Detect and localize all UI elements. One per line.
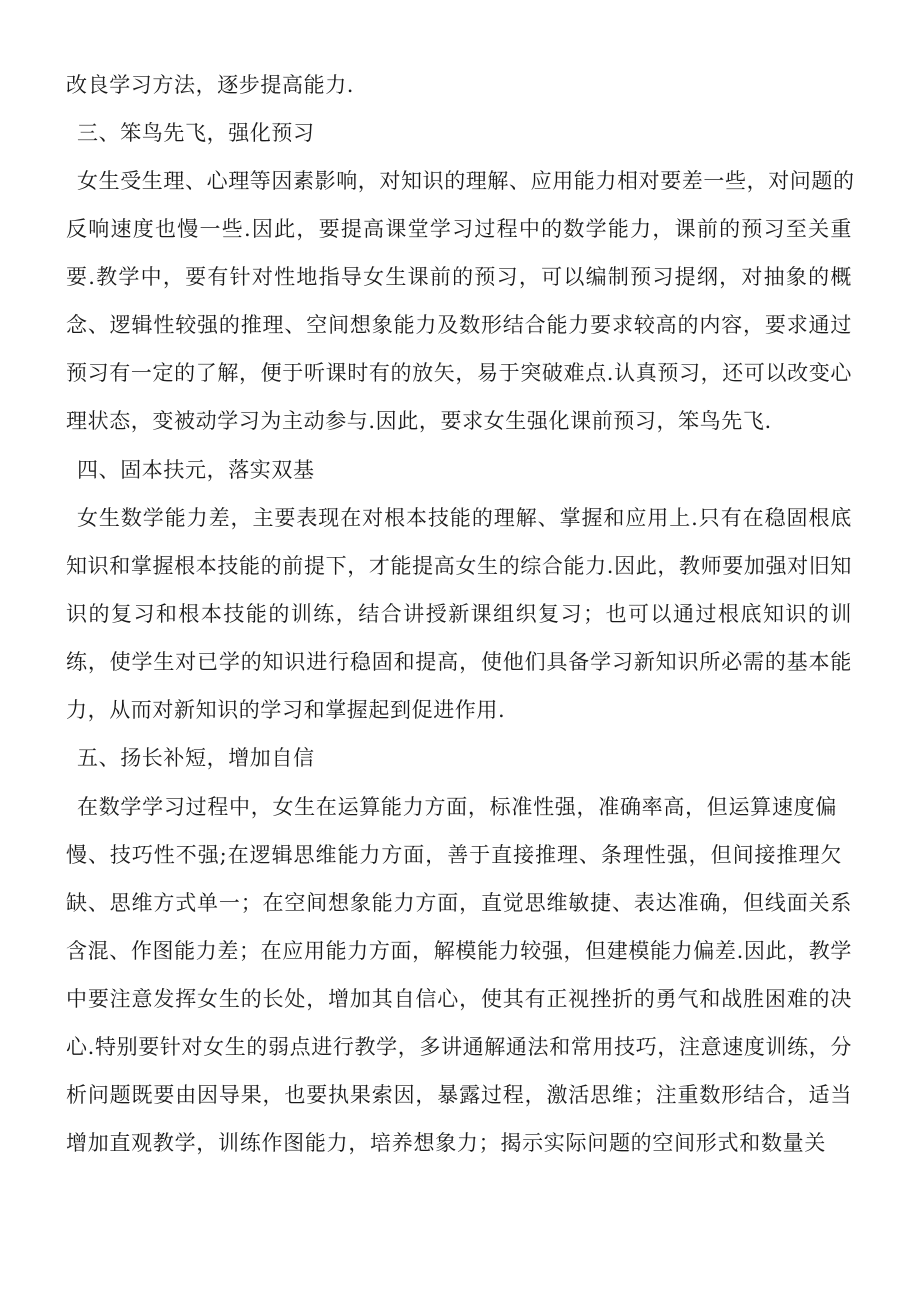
paragraph-line: 含混、作图能力差；在应用能力方面，解模能力较强，但建模能力偏差.因此，教学 <box>66 939 852 963</box>
paragraph-line: 析问题既要由因导果，也要执果索因，暴露过程，激活思维；注重数形结合，适当 <box>66 1083 852 1107</box>
paragraph-line: 识的复习和根本技能的训练，结合讲授新课组织复习；也可以通过根底知识的训 <box>66 602 852 626</box>
paragraph-line: 反响速度也慢一些.因此，要提高课堂学习过程中的数学能力，课前的预习至关重 <box>66 217 852 241</box>
paragraph-line: 改良学习方法，逐步提高能力. <box>66 73 355 97</box>
paragraph-line: 念、逻辑性较强的推理、空间想象能力及数形结合能力要求较高的内容，要求通过 <box>66 313 852 337</box>
section-heading-5: 五、扬长补短，增加自信 <box>77 746 315 770</box>
paragraph-line: 增加直观教学，训练作图能力，培养想象力；揭示实际问题的空间形式和数量关 <box>66 1131 826 1155</box>
section-heading-3: 三、笨鸟先飞，强化预习 <box>77 121 315 145</box>
paragraph-line: 女生数学能力差，主要表现在对根本技能的理解、掌握和应用上.只有在稳固根底 <box>77 506 852 530</box>
paragraph-line: 心.特别要针对女生的弱点进行教学，多讲通解通法和常用技巧，注意速度训练，分 <box>66 1035 852 1059</box>
paragraph-line: 在数学学习过程中，女生在运算能力方面，标准性强，准确率高，但运算速度偏 <box>77 795 837 819</box>
paragraph-line: 缺、思维方式单一；在空间想象能力方面，直觉思维敏捷、表达准确，但线面关系 <box>66 891 852 915</box>
paragraph-line: 知识和掌握根本技能的前提下，才能提高女生的综合能力.因此，教师要加强对旧知 <box>66 554 852 578</box>
paragraph-line: 女生受生理、心理等因素影响，对知识的理解、应用能力相对要差一些，对问题的 <box>77 169 855 193</box>
paragraph-line: 力，从而对新知识的学习和掌握起到促进作用. <box>66 698 506 722</box>
paragraph-line: 预习有一定的了解，便于听课时有的放矢，易于突破难点.认真预习，还可以改变心 <box>66 361 852 385</box>
section-heading-4: 四、固本扶元，落实双基 <box>77 458 315 482</box>
paragraph-line: 要.教学中，要有针对性地指导女生课前的预习，可以编制预习提纲，对抽象的概 <box>66 265 852 289</box>
paragraph-line: 理状态，变被动学习为主动参与.因此，要求女生强化课前预习，笨鸟先飞. <box>66 409 772 433</box>
paragraph-line: 中要注意发挥女生的长处，增加其自信心，使其有正视挫折的勇气和战胜困难的决 <box>66 987 852 1011</box>
paragraph-line: 练，使学生对已学的知识进行稳固和提高，使他们具备学习新知识所必需的基本能 <box>66 650 852 674</box>
paragraph-line: 慢、技巧性不强;在逻辑思维能力方面，善于直接推理、条理性强，但间接推理欠 <box>66 843 842 867</box>
